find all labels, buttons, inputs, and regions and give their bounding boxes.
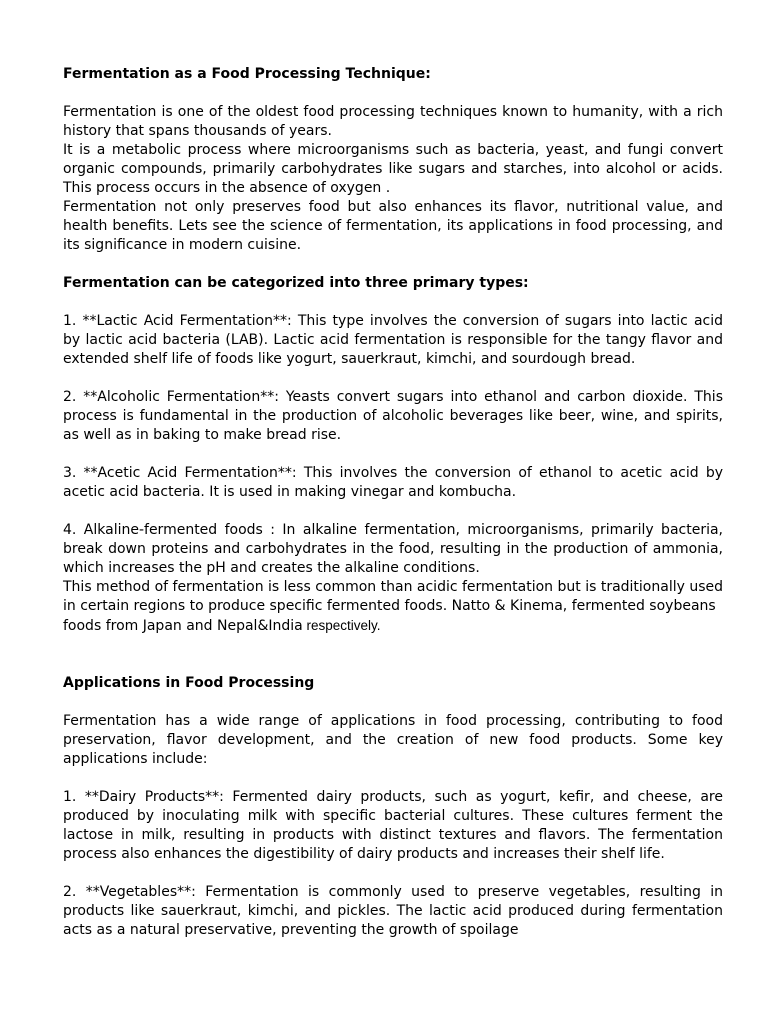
type-item-lactic: 1. **Lactic Acid Fermentation**: This type involves the conversion of sugars into lactic acid by lactic acid bacteria (LAB). Lactic acid fermentation is responsible for the tangy flavor and extended shelf life of foods like yogurt, sauerkraut, kimchi, and sourdough bread. bbox=[63, 313, 723, 367]
document-page bbox=[63, 65, 723, 940]
intro-paragraph-2: It is a metabolic process where microorganisms such as bacteria, yeast, and fungi convert organic compounds, primarily carbohydrates like sugars and starches, into alcohol or acids. This process occurs in the absence of oxygen . bbox=[63, 142, 723, 196]
spacer bbox=[63, 84, 723, 103]
intro-paragraph-3: Fermentation not only preserves food but also enhances its flavor, nutritional value, and health benefits. Lets see the science of fermentation, its applications in food processing, and its significance in modern cuisine. bbox=[63, 199, 723, 253]
app-item-dairy: 1. **Dairy Products**: Fermented dairy products, such as yogurt, kefir, and cheese, are produced by inoculating milk with specific bacterial cultures. These cultures ferment the lactose in milk, resulting in products with distinct textures and flavors. The fermentation process also enhances the digestibility of dairy products and increases their shelf life. bbox=[63, 789, 723, 862]
spacer bbox=[63, 636, 723, 655]
types-heading: Fermentation can be categorized into three primary types: bbox=[63, 275, 529, 291]
alkaline-extra-tail: respectively. bbox=[302, 618, 381, 633]
app-item-vegetables: 2. **Vegetables**: Fermentation is commonly used to preserve vegetables, resulting in products like sauerkraut, kimchi, and pickles. The lactic acid produced during fermentation acts as a natural preservative, preventing the growth of spoilage bbox=[63, 884, 723, 938]
spacer bbox=[63, 502, 723, 521]
spacer bbox=[63, 769, 723, 788]
type-item-alcoholic: 2. **Alcoholic Fermentation**: Yeasts convert sugars into ethanol and carbon dioxide. This process is fundamental in the production of alcoholic beverages like beer, wine, and spirits, as well as in baking to make bread rise. bbox=[63, 389, 723, 443]
document-title: Fermentation as a Food Processing Technique: bbox=[63, 66, 431, 82]
type-item-alkaline-extra bbox=[63, 578, 723, 636]
spacer bbox=[63, 693, 723, 712]
spacer bbox=[63, 369, 723, 388]
spacer bbox=[63, 864, 723, 883]
type-item-alkaline: 4. Alkaline-fermented foods : In alkaline fermentation, microorganisms, primarily bacteria, break down proteins and carbohydrates in the food, resulting in the production of ammonia, which increases the pH and creates the alkaline conditions. bbox=[63, 522, 723, 576]
applications-heading: Applications in Food Processing bbox=[63, 675, 315, 691]
spacer bbox=[63, 445, 723, 464]
spacer bbox=[63, 293, 723, 312]
alkaline-extra-text: This method of fermentation is less common than acidic fermentation but is traditionally used in certain regions to produce specific fermented foods. Natto & Kinema, fermented soybeans foods from Japan and Nepal&India bbox=[63, 579, 724, 634]
spacer bbox=[63, 655, 723, 674]
intro-paragraph-1: Fermentation is one of the oldest food processing techniques known to humanity, with a rich history that spans thousands of years. bbox=[63, 104, 723, 139]
type-item-acetic: 3. **Acetic Acid Fermentation**: This involves the conversion of ethanol to acetic acid by acetic acid bacteria. It is used in making vinegar and kombucha. bbox=[63, 465, 723, 500]
applications-intro: Fermentation has a wide range of applications in food processing, contributing to food preservation, flavor development, and the creation of new food products. Some key applications include: bbox=[63, 713, 723, 767]
spacer bbox=[63, 255, 723, 274]
